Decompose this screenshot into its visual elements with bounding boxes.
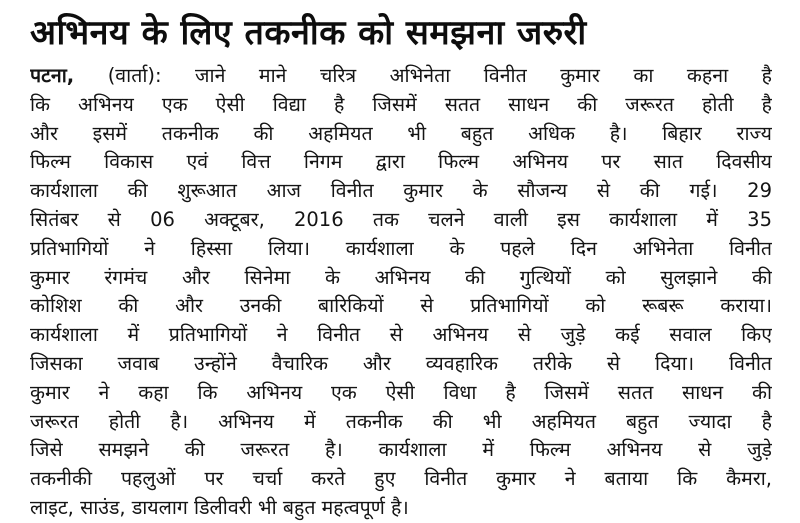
body-line: फिल्म विकास एवं वित्त निगम द्वारा फिल्म अभिनय पर सात दिवसीय [30,150,772,174]
body-line [30,62,772,91]
body-line: और इसमें तकनीक की अहमियत भी बहुत अधिक है। बिहार राज्य [30,121,772,145]
body-line: लाइट, साउंड, डायलाग डिलीवरी भी बहुत महत्वपूर्ण है। [30,495,409,519]
body-line: कोशिश की और उनकी बारिकियों से प्रतिभागियों को रूबरू कराया। [30,294,772,318]
body-line: कुमार रंगमंच और सिनेमा के अभिनय की गुत्थियों को सुलझाने की [30,265,772,289]
body-line: जिसका जवाब उन्होंने वैचारिक और व्यवहारिक तरीके से दिया। विनीत [30,351,772,375]
article-body [30,62,772,523]
dateline: पटना, [30,64,75,87]
body-line: कार्यशाला की शुरूआत आज विनीत कुमार के सौजन्य से की गई। 29 [30,179,772,203]
body-line: कार्यशाला में प्रतिभागियों ने विनीत से अभिनय से जुड़े कई सवाल किए [30,323,772,347]
body-line: कि अभिनय एक ऐसी विद्या है जिसमें सतत साधन की जरूरत होती है [30,92,772,116]
body-line: कुमार ने कहा कि अभिनय एक ऐसी विधा है जिसमें सतत साधन की [30,380,772,404]
body-line: जिसे समझने की जरूरत है। कार्यशाला में फिल्म अभिनय से जुड़े [30,438,772,462]
headline: अभिनय के लिए तकनीक को समझना जरुरी [30,13,587,53]
body-line: जरूरत होती है। अभिनय में तकनीक की भी अहमियत बहुत ज्यादा है [30,409,772,433]
body-line: सितंबर से 06 अक्टूबर, 2016 तक चलने वाली इस कार्यशाला में 35 [30,207,772,231]
body-line-text: (वार्ता): जाने माने चरित्र अभिनेता विनीत कुमार का कहना है [74,64,772,87]
body-line: प्रतिभागियों ने हिस्सा लिया। कार्यशाला के पहले दिन अभिनेता विनीत [30,236,772,260]
body-line: तकनीकी पहलुओं पर चर्चा करते हुए विनीत कुमार ने बताया कि कैमरा, [30,467,772,491]
